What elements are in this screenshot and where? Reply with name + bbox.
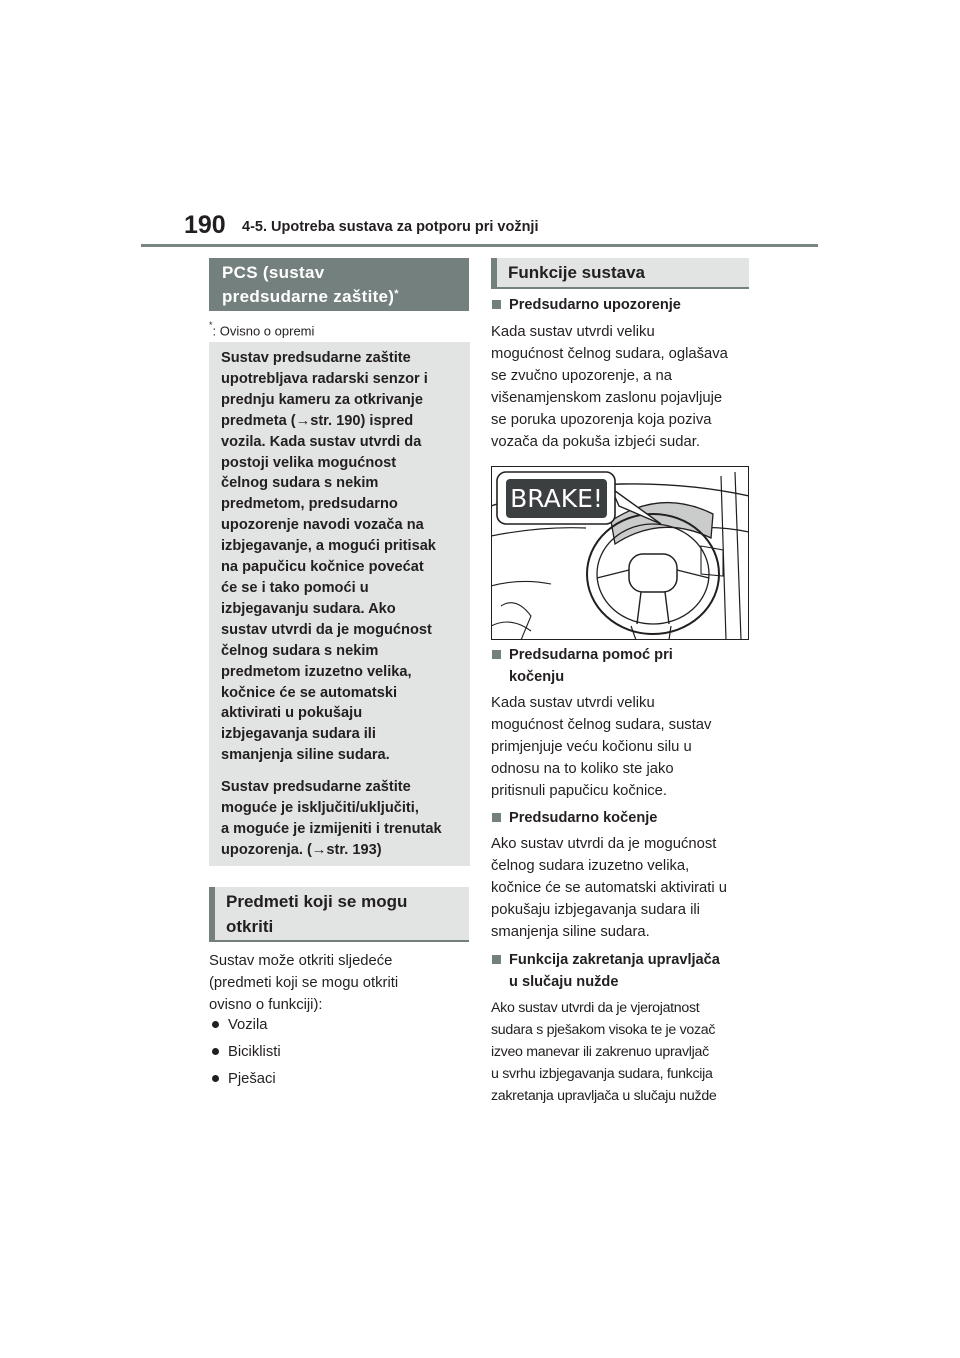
square-bullet-icon — [492, 955, 501, 964]
objects-title-line2: otkriti — [226, 917, 274, 936]
steering-heading — [491, 949, 749, 993]
brake-warning-illustration — [491, 466, 749, 640]
objects-intro: Sustav može otkriti sljedeće (predmeti koji se mogu otkriti ovisno o funkciji): — [209, 953, 399, 1013]
header-rule — [141, 244, 818, 247]
info-paragraph-1: Sustav predsudarne zaštite upotrebljava radarski senzor i prednju kameru za otkrivanje predmeta (→str. 190) ispred vozila. Kada sustav utvrdi da postoji velika mogućnost čelnog sudara s nekim predmetom, predsudarno upozorenje navodi vozača na izbjegavanje, a mogući pritisak na papučicu kočnice povećat će se i tako pomoći u izbjegavanju sudara. Ako sustav utvrdi da je mogućnost čelnog sudara s nekim predmetom izuzetno velika, kočnice će se automatski aktivirati u pokušaju izbjegavanja sudara ili smanjenja siline sudara. — [221, 350, 436, 764]
info-paragraph-2: Sustav predsudarne zaštite moguće je isključiti/uključiti, a moguće je izmijeniti i trenutak upozorenja. (→str. 193) — [221, 779, 442, 858]
pcs-title-line1: PCS (sustav — [222, 263, 325, 282]
footnote — [209, 322, 314, 338]
pcs-section-title — [209, 258, 469, 311]
brake-assist-heading-line1: Predsudarna pomoć pri — [509, 647, 673, 663]
objects-title-line1: Predmeti koji se mogu — [226, 892, 408, 911]
list-item — [209, 1071, 276, 1087]
list-item — [209, 1044, 281, 1060]
braking-heading-label: Predsudarno kočenje — [509, 810, 658, 826]
brake-assist-heading-line2: kočenju — [509, 669, 565, 685]
brake-display-text: BRAKE! — [510, 484, 603, 513]
footnote-asterisk: * — [209, 320, 213, 330]
bullet-icon — [212, 1048, 219, 1055]
warning-heading-label: Predsudarno upozorenje — [509, 297, 681, 313]
braking-text: Ako sustav utvrdi da je mogućnost čelnog sudara izuzetno velika, kočnice će se automatski aktivirati u pokušaju izbjegavanja sudara ili smanjenja siline sudara. — [491, 836, 728, 940]
steering-heading-line1: Funkcija zakretanja upravljača — [509, 952, 720, 968]
page-number: 190 — [184, 211, 226, 239]
bullet-icon — [212, 1021, 219, 1028]
steering-text: Ako sustav utvrdi da je vjerojatnost sudara s pješakom visoka te je vozač izveo manevar ili zakrenuo upravljač u svrhu izbjegavanja sudara, funkcija zakretanja upravljača u slučaju nužde — [491, 1000, 717, 1104]
square-bullet-icon — [492, 813, 501, 822]
steering-heading-line2: u slučaju nužde — [509, 974, 619, 990]
warning-text: Kada sustav utvrdi veliku mogućnost čelnog sudara, oglašava se zvučno upozorenje, a na višenamjenskom zaslonu pojavljuje se poruka upozorenja koja poziva vozača da pokuša izbjeći sudar. — [491, 324, 728, 450]
warning-heading — [491, 294, 749, 316]
square-bullet-icon — [492, 650, 501, 659]
objects-section-title — [209, 887, 469, 942]
square-bullet-icon — [492, 300, 501, 309]
info-box — [209, 342, 470, 866]
list-item — [209, 1017, 268, 1033]
functions-section-title: Funkcije sustava — [491, 258, 749, 289]
brake-assist-text: Kada sustav utvrdi veliku mogućnost čelnog sudara, sustav primjenjuje veću kočionu silu u odnosu na to koliko ste jako pritisnuli papučicu kočnice. — [491, 695, 712, 799]
chapter-title: 4-5. Upotreba sustava za potporu pri vožnji — [242, 219, 539, 235]
bullet-icon — [212, 1075, 219, 1082]
braking-heading — [491, 807, 749, 829]
pcs-title-line2: predsudarne zaštite) — [222, 287, 395, 306]
brake-assist-heading — [491, 644, 749, 688]
list-item-label: Pješaci — [228, 1071, 276, 1087]
pcs-title-asterisk: * — [394, 288, 399, 300]
list-item-label: Vozila — [228, 1017, 268, 1033]
list-item-label: Biciklisti — [228, 1044, 281, 1060]
footnote-text: : Ovisno o opremi — [212, 323, 315, 339]
